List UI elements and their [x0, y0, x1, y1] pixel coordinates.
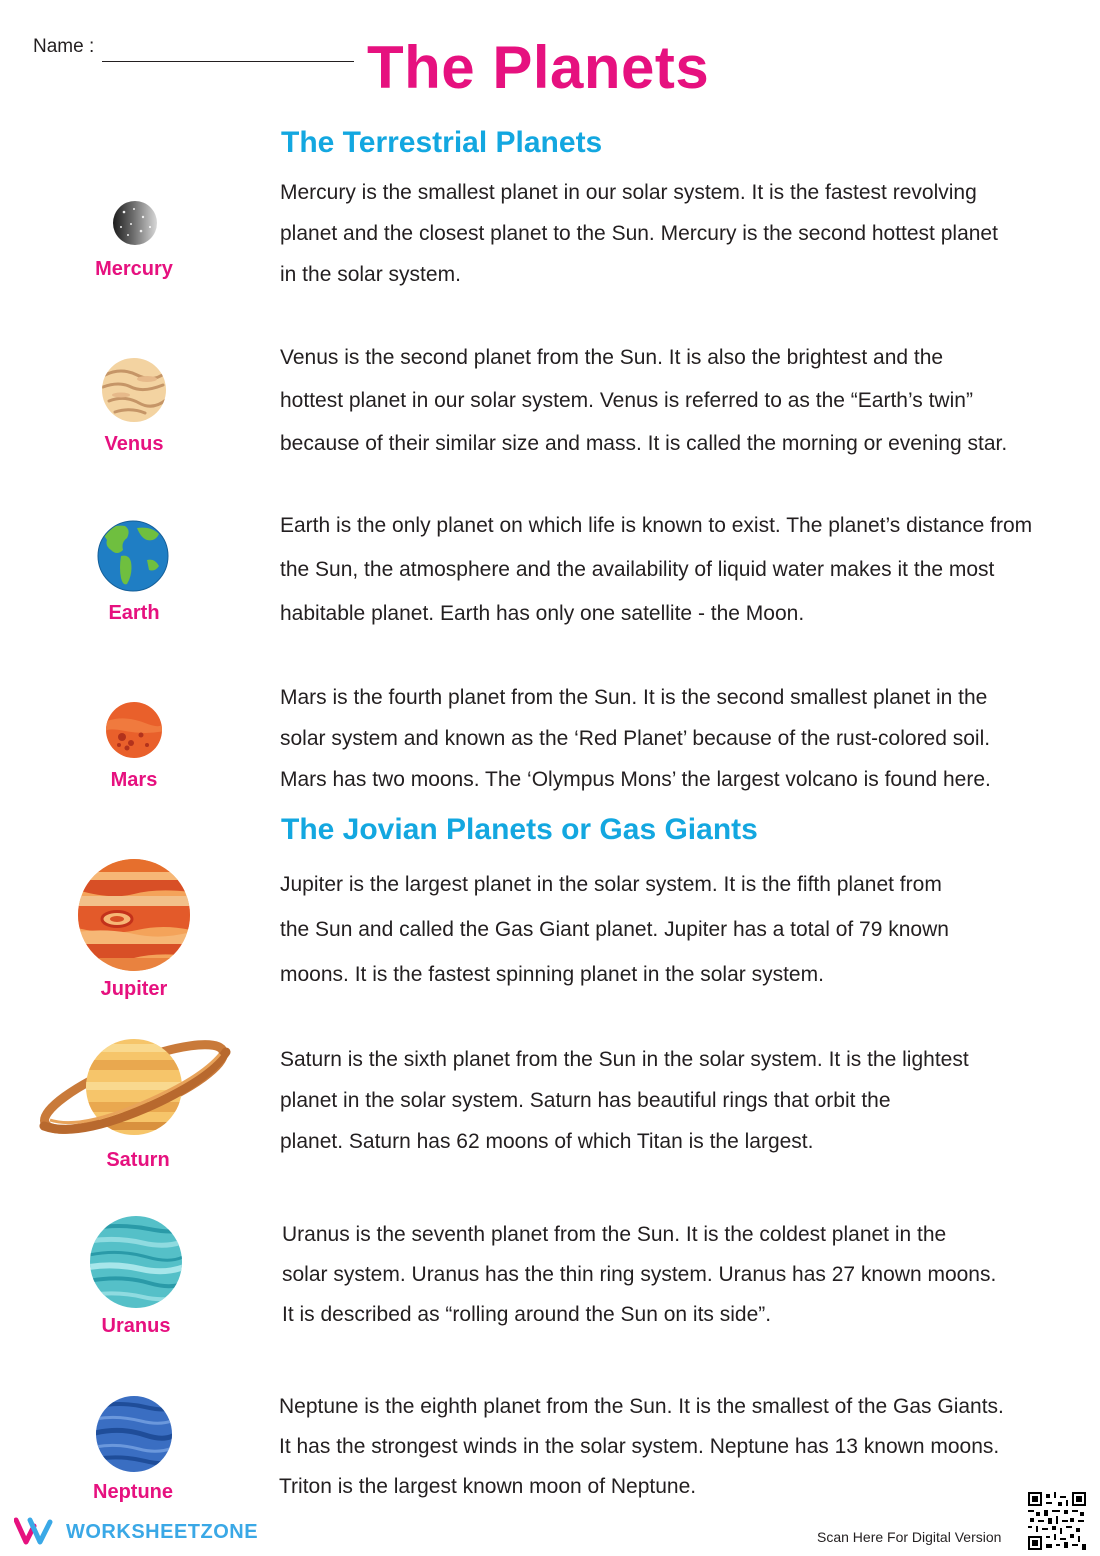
jupiter-planet-icon: [77, 858, 191, 972]
text-line: Uranus is the seventh planet from the Sun. It is the coldest planet in the: [282, 1223, 947, 1246]
planet-label-mercury: Mercury: [95, 258, 173, 280]
mars-planet-icon: [105, 701, 163, 759]
uranus-planet-icon: [89, 1215, 183, 1309]
text-line: in the solar system.: [280, 263, 461, 286]
mars-description: [280, 687, 991, 790]
venus-planet-icon: [101, 357, 167, 423]
planet-label-uranus: Uranus: [101, 1315, 171, 1337]
section-heading-terrestrial: The Terrestrial Planets: [281, 126, 603, 159]
mercury-description: [280, 182, 998, 285]
saturn-description: [280, 1049, 969, 1152]
uranus-description: [282, 1224, 996, 1325]
scan-here-text: Scan Here For Digital Version: [817, 1529, 1002, 1545]
neptune-description: [279, 1396, 1004, 1497]
planet-label-jupiter: Jupiter: [100, 978, 168, 1000]
text-line: Mars has two moons. The ‘Olympus Mons’ the largest volcano is found here.: [280, 768, 991, 791]
text-line: solar system and known as the ‘Red Planet’ because of the rust-colored soil.: [280, 727, 991, 750]
text-line: Saturn is the sixth planet from the Sun in the solar system. It is the lightest: [280, 1048, 969, 1071]
name-label: Name :: [33, 36, 95, 57]
neptune-planet-icon: [95, 1395, 173, 1473]
text-line: Triton is the largest known moon of Neptune.: [279, 1475, 697, 1498]
planet-label-earth: Earth: [108, 602, 160, 624]
page-title: The Planets: [367, 34, 710, 101]
earth-description: [280, 515, 1032, 624]
text-line: planet. Saturn has 62 moons of which Titan is the largest.: [280, 1130, 814, 1153]
text-line: Earth is the only planet on which life is known to exist. The planet’s distance from: [280, 514, 1033, 537]
text-line: Jupiter is the largest planet in the solar system. It is the fifth planet from: [280, 873, 942, 896]
text-line: It is described as “rolling around the Sun on its side”.: [282, 1303, 772, 1326]
text-line: Mercury is the smallest planet in our solar system. It is the fastest revolving: [280, 181, 977, 204]
text-line: habitable planet. Earth has only one satellite - the Moon.: [280, 602, 805, 625]
saturn-planet-icon: [36, 1030, 232, 1144]
text-line: the Sun and called the Gas Giant planet. Jupiter has a total of 79 known: [280, 918, 949, 941]
venus-description: [280, 347, 1007, 454]
worksheetzone-logo-text: WORKSHEETZONE: [66, 1521, 259, 1543]
text-line: Mars is the fourth planet from the Sun. It is the second smallest planet in the: [280, 686, 988, 709]
jupiter-description: [280, 874, 949, 985]
planet-label-saturn: Saturn: [106, 1149, 170, 1171]
text-line: because of their similar size and mass. It is called the morning or evening star.: [280, 432, 1008, 455]
text-line: Venus is the second planet from the Sun. It is also the brightest and the: [280, 346, 944, 369]
earth-planet-icon: [97, 520, 169, 592]
worksheetzone-logo-icon: [14, 1516, 62, 1546]
planet-label-mars: Mars: [110, 769, 158, 791]
text-line: planet and the closest planet to the Sun. Mercury is the second hottest planet: [280, 222, 998, 245]
text-line: It has the strongest winds in the solar system. Neptune has 13 known moons.: [279, 1435, 1000, 1458]
text-line: Neptune is the eighth planet from the Sun. It is the smallest of the Gas Giants.: [279, 1395, 1004, 1418]
planet-label-venus: Venus: [104, 433, 164, 455]
text-line: moons. It is the fastest spinning planet in the solar system.: [280, 963, 824, 986]
planet-label-neptune: Neptune: [93, 1481, 173, 1503]
text-line: planet in the solar system. Saturn has beautiful rings that orbit the: [280, 1089, 891, 1112]
qr-code-icon[interactable]: [1028, 1492, 1086, 1550]
mercury-planet-icon: [112, 200, 158, 246]
section-heading-jovian: The Jovian Planets or Gas Giants: [281, 813, 758, 846]
text-line: solar system. Uranus has the thin ring system. Uranus has 27 known moons.: [282, 1263, 997, 1286]
text-line: hottest planet in our solar system. Venus is referred to as the “Earth’s twin”: [280, 389, 973, 412]
text-line: the Sun, the atmosphere and the availability of liquid water makes it the most: [280, 558, 995, 581]
name-blank-line[interactable]: [102, 61, 354, 62]
